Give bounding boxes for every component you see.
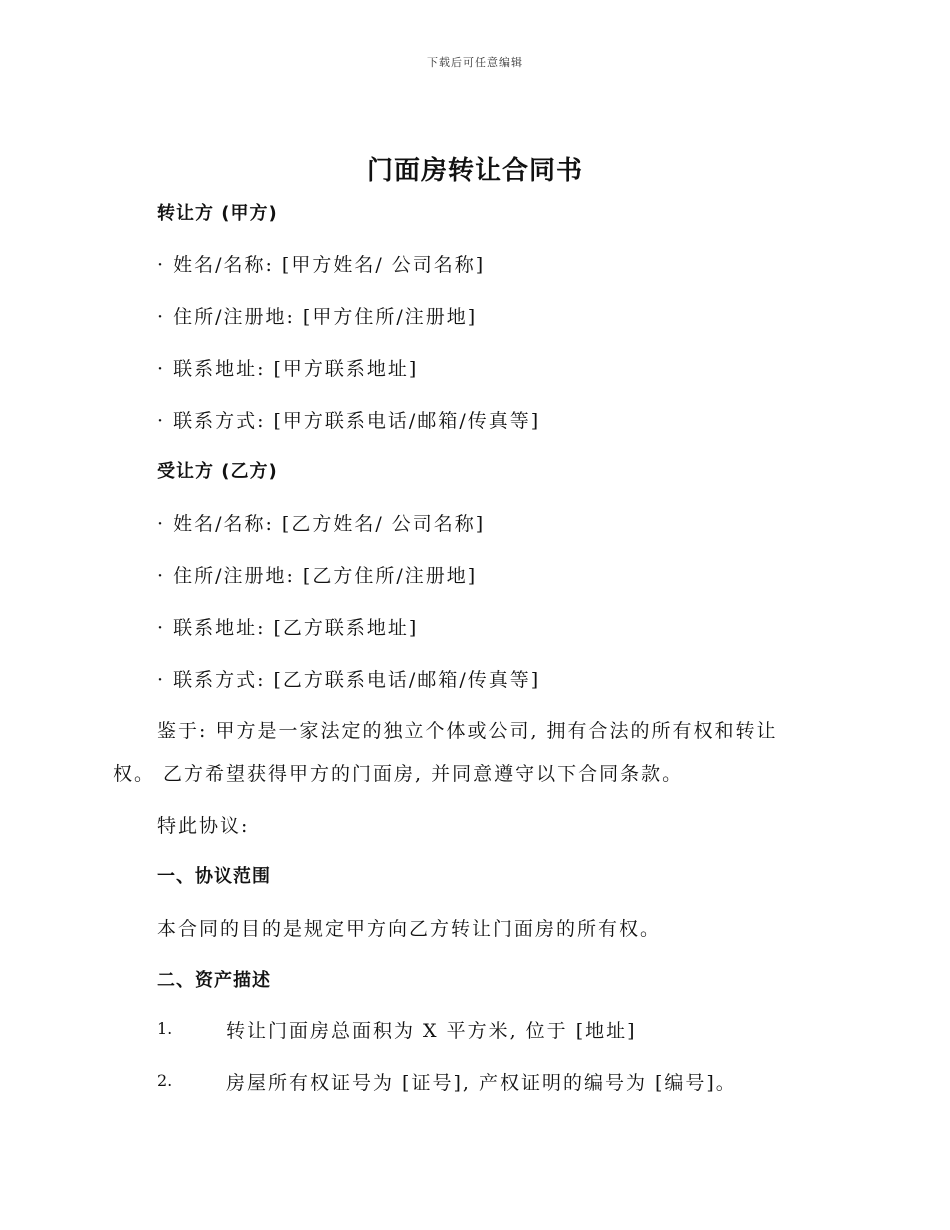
party-b-contact-address: · 联系地址: [乙方联系地址] [157,617,419,639]
section-1-heading: 一、协议范围 [157,866,271,887]
document-title: 门面房转让合同书 [366,156,583,186]
whereas-line-1: 鉴于: 甲方是一家法定的独立个体或公司, 拥有合法的所有权和转让 [157,720,778,742]
party-a-name: · 姓名/名称: [甲方姓名/ 公司名称] [157,254,486,276]
party-b-heading: 受让方 (乙方) [157,461,278,482]
section-2-item-2-text: 房屋所有权证号为 [证号], 产权证明的编号为 [编号]。 [226,1072,737,1094]
party-b-name: · 姓名/名称: [乙方姓名/ 公司名称] [157,513,486,535]
party-a-address: · 住所/注册地: [甲方住所/注册地] [157,306,478,328]
section-2-item-1-text: 转让门面房总面积为 X 平方米, 位于 [地址] [226,1020,637,1042]
party-b-contact-method: · 联系方式: [乙方联系电话/邮箱/传真等] [157,669,541,691]
agreement-intro: 特此协议: [157,815,250,837]
whereas-line-2: 权。 乙方希望获得甲方的门面房, 并同意遵守以下合同条款。 [113,763,684,785]
section-1-text: 本合同的目的是规定甲方向乙方转让门面房的所有权。 [157,918,662,940]
header-note: 下载后可任意编辑 [427,56,523,69]
section-2-heading: 二、资产描述 [157,970,271,991]
party-a-contact-address: · 联系地址: [甲方联系地址] [157,358,419,380]
party-a-contact-method: · 联系方式: [甲方联系电话/邮箱/传真等] [157,410,541,432]
party-a-heading: 转让方 (甲方) [157,203,278,224]
section-2-item-1-number: 1. [157,1019,173,1038]
section-2-item-2-number: 2. [157,1071,173,1090]
party-b-address: · 住所/注册地: [乙方住所/注册地] [157,565,478,587]
